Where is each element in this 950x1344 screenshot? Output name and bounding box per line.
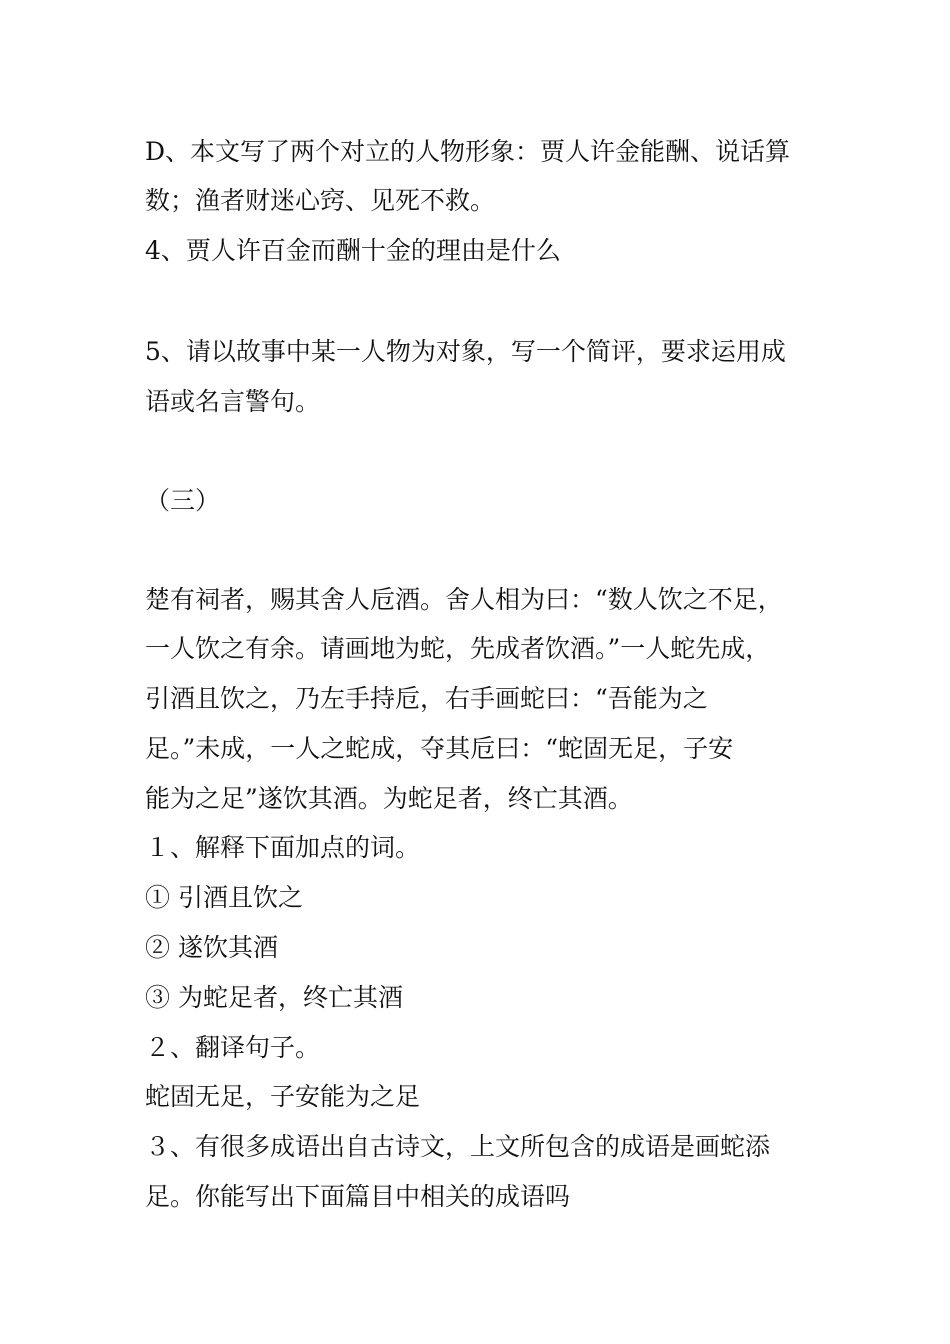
section-heading: （三） <box>145 486 221 515</box>
question-3-line-2: 足。你能写出下面篇目中相关的成语吗 <box>145 1182 571 1211</box>
passage-line-2: 一人饮之有余。请画地为蛇，先成者饮酒。”一人蛇先成， <box>145 634 771 663</box>
passage-line-4: 足。”未成，一人之蛇成，夺其卮曰：“蛇固无足，子安 <box>145 734 734 763</box>
option-d-line-1: D、本文写了两个对立的人物形象：贾人许金能酬、说话算 <box>145 137 791 166</box>
question-5-line-1: 5、请以故事中某一人物为对象，写一个简评，要求运用成 <box>145 337 786 366</box>
passage-line-5: 能为之足”遂饮其酒。为蛇足者，终亡其酒。 <box>145 784 633 813</box>
passage-line-3: 引酒且饮之，乃左手持卮，右手画蛇曰：“吾能为之 <box>145 684 708 713</box>
question-2: ２、翻译句子。 <box>145 1033 321 1062</box>
question-2-sentence: 蛇固无足，子安能为之足 <box>145 1082 421 1111</box>
question-5-line-2: 语或名言警句。 <box>145 387 321 416</box>
question-1-item-2: ② 遂饮其酒 <box>145 933 278 962</box>
question-1-item-3: ③ 为蛇足者，终亡其酒 <box>145 983 403 1012</box>
passage-line-1: 楚有祠者，赐其舍人卮酒。舍人相为曰：“数人饮之不足， <box>145 585 783 614</box>
question-1: １、解释下面加点的词。 <box>145 833 421 862</box>
question-4: 4、贾人许百金而酬十金的理由是什么 <box>145 236 561 265</box>
question-3-line-1: ３、有很多成语出自古诗文，上文所包含的成语是画蛇添 <box>145 1132 771 1161</box>
option-d-line-2: 数；渔者财迷心窍、见死不救。 <box>145 186 496 215</box>
question-1-item-1: ① 引酒且饮之 <box>145 883 303 912</box>
